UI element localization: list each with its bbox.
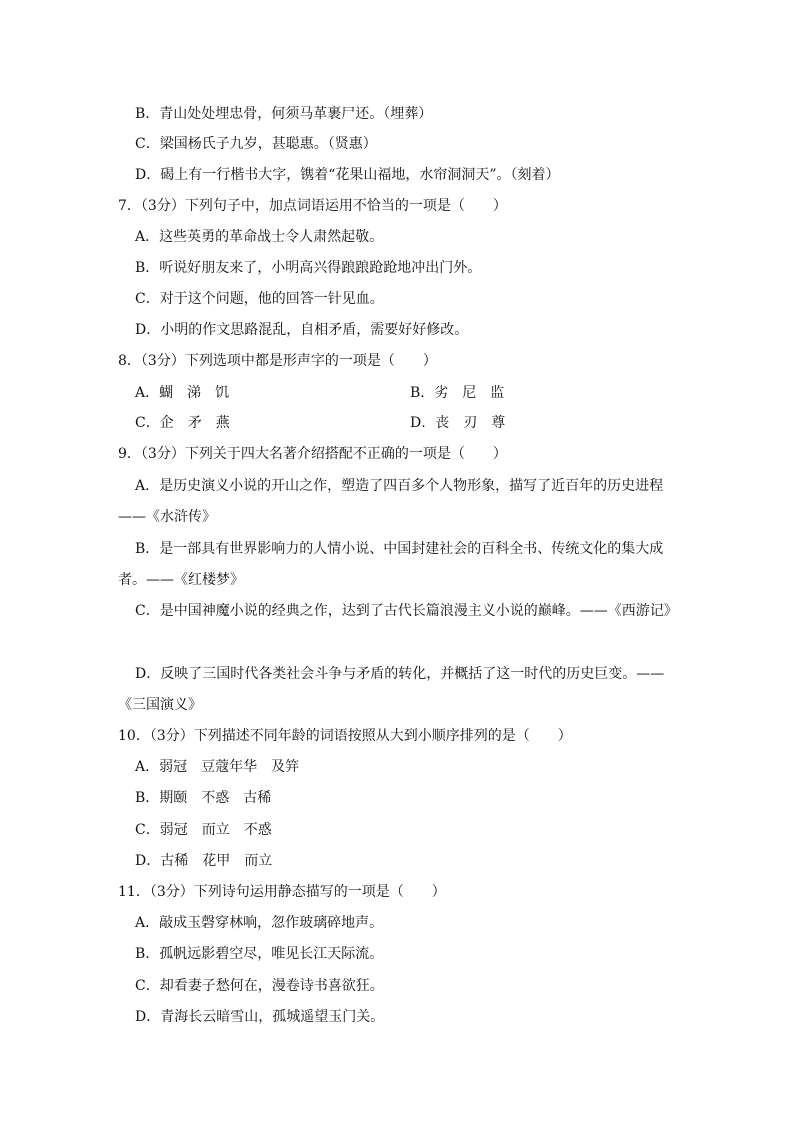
- q10-stem: 10．（3分）下列描述不同年龄的词语按照从大到小顺序排列的是（ ）: [118, 728, 572, 744]
- q9-stem: 9．（3分）下列关于四大名著介绍搭配不正确的一项是（ ）: [118, 446, 507, 462]
- q7-option-c: C．对于这个问题，他的回答一针见血。: [135, 291, 384, 307]
- q9-option-a-cont: ——《水浒传》: [118, 509, 216, 525]
- q9-option-d: D．反映了三国时代各类社会斗争与矛盾的转化，并概括了这一时代的历史巨变。——: [135, 666, 665, 682]
- q8-option-c: C．企 矛 燕: [135, 415, 230, 431]
- q10-option-a: A．弱冠 豆蔻年华 及笄: [135, 759, 300, 775]
- q8-option-b: B．劣 尼 监: [410, 385, 505, 401]
- q6-option-d: D．碣上有一行楷书大字，镌着“花果山福地，水帘洞洞天”。（刻着）: [135, 167, 560, 183]
- q9-option-d-cont: 《三国演义》: [118, 697, 202, 713]
- q6-option-b: B．青山处处埋忠骨，何须马革裹尸还。（埋葬）: [135, 106, 433, 122]
- q9-option-a: A．是历史演义小说的开山之作，塑造了四百多个人物形象，描写了近百年的历史进程: [135, 478, 664, 494]
- q6-option-c: C．梁国杨氏子九岁，甚聪惠。（贤惠）: [135, 136, 377, 152]
- q7-option-b: B．听说好朋友来了，小明高兴得踉踉跄跄地冲出门外。: [135, 260, 482, 276]
- q10-option-b: B．期颐 不惑 古稀: [135, 790, 272, 806]
- q10-option-c: C．弱冠 而立 不惑: [135, 822, 272, 838]
- q9-option-b: B．是一部具有世界影响力的人情小说、中国封建社会的百科全书、传统文化的集大成: [135, 541, 664, 557]
- q9-option-b-cont: 者。——《红楼梦》: [118, 572, 244, 588]
- q8-stem: 8．（3分）下列选项中都是形声字的一项是（ ）: [118, 353, 437, 369]
- q11-option-d: D．青海长云暗雪山，孤城遥望玉门关。: [135, 1009, 385, 1025]
- q11-option-b: B．孤帆远影碧空尽，唯见长江天际流。: [135, 946, 384, 962]
- q11-option-c: C．却看妻子愁何在，漫卷诗书喜欲狂。: [135, 978, 384, 994]
- q7-option-d: D．小明的作文思路混乱，自相矛盾，需要好好修改。: [135, 322, 469, 338]
- q9-option-c: C．是中国神魔小说的经典之作，达到了古代长篇浪漫主义小说的巅峰。——《西游记》: [135, 603, 678, 619]
- q10-option-d: D．古稀 花甲 而立: [135, 853, 273, 869]
- q7-option-a: A．这些英勇的革命战士令人肃然起敬。: [135, 229, 384, 245]
- q8-option-d: D．丧 刃 尊: [410, 415, 506, 431]
- q8-option-a: A．蝴 涕 饥: [135, 385, 230, 401]
- q7-stem: 7．（3分）下列句子中，加点词语运用不恰当的一项是（ ）: [118, 198, 507, 214]
- q11-option-a: A．敲成玉磬穿林响，忽作玻璃碎地声。: [135, 915, 384, 931]
- q11-stem: 11．（3分）下列诗句运用静态描写的一项是（ ）: [118, 884, 446, 900]
